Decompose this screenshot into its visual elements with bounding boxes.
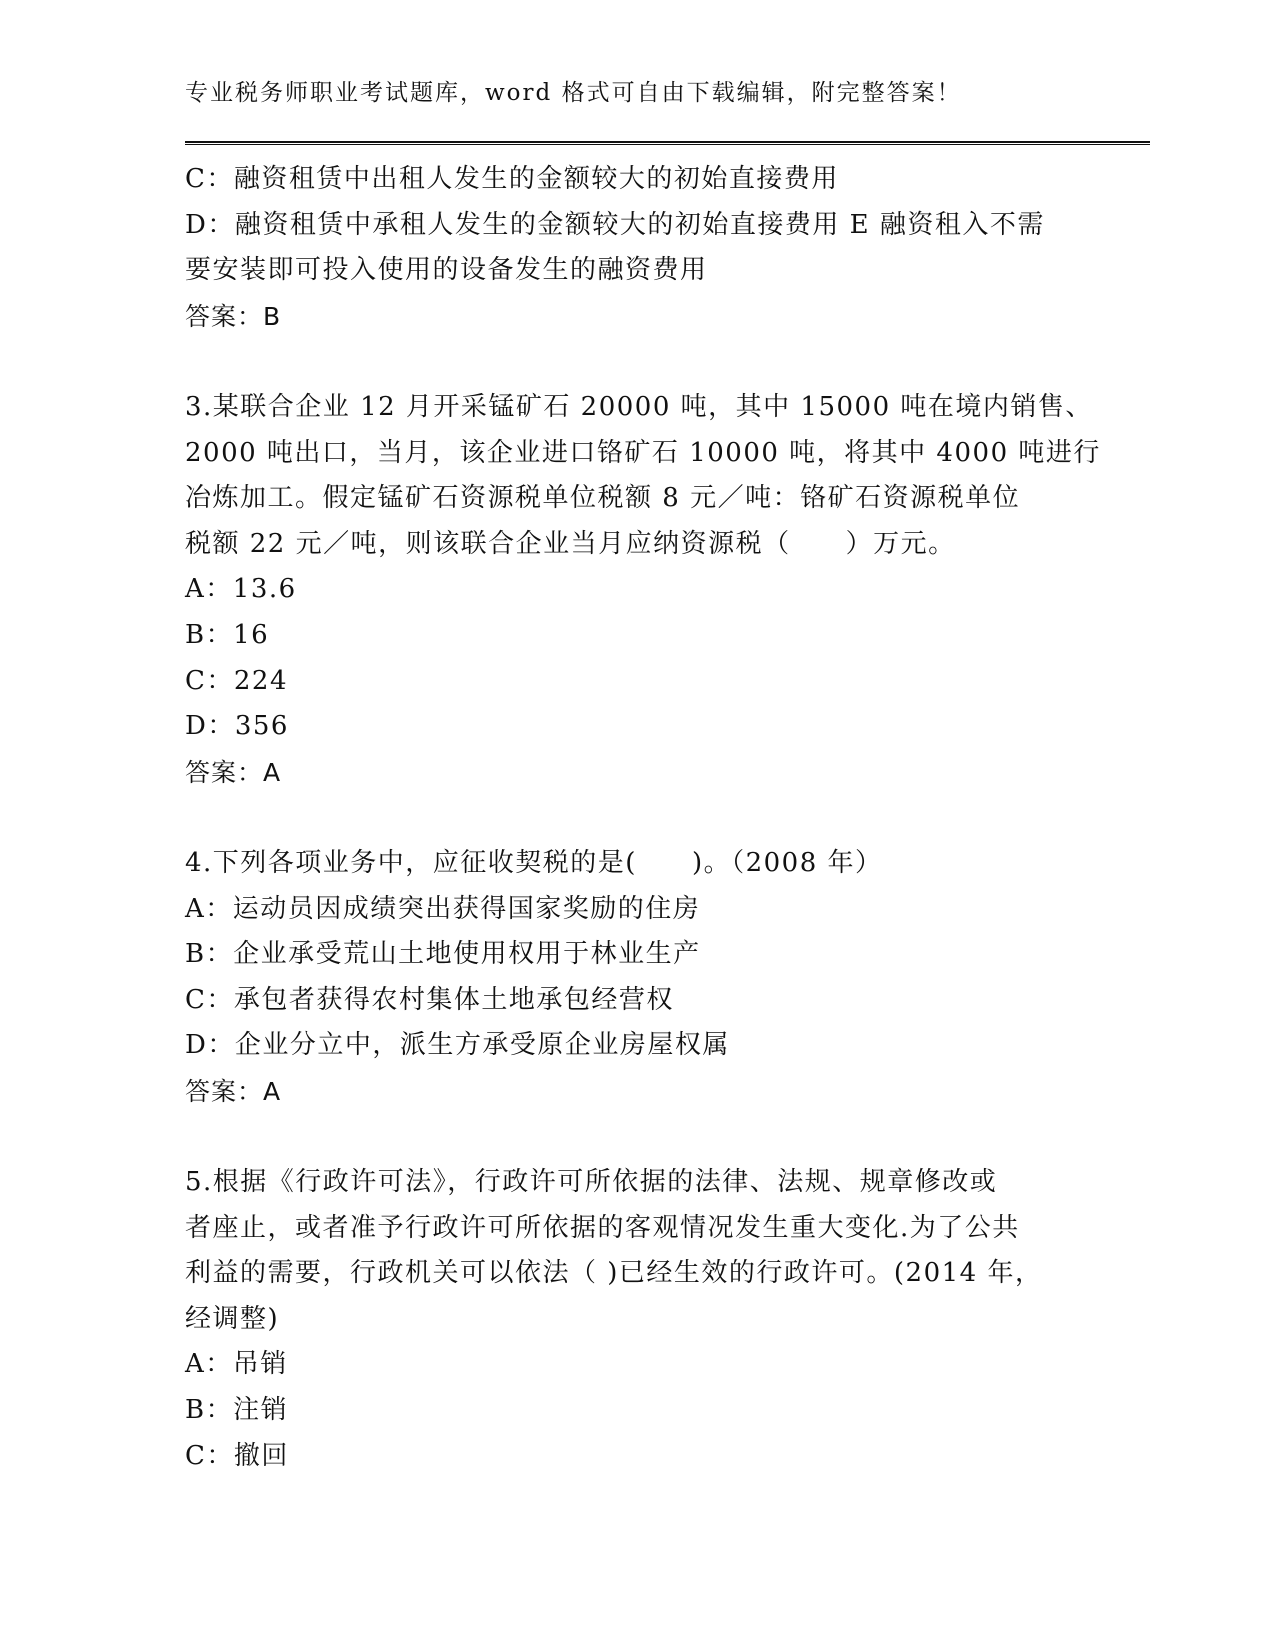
question-3-stem-line: 3.某联合企业 12 月开采锰矿石 20000 吨，其中 15000 吨在境内销售、	[185, 391, 1093, 422]
answer-label: 答案：B	[185, 301, 282, 331]
question-5-stem-line: 利益的需要，行政机关可以依法（ )已经生效的行政许可。(2014 年，	[185, 1258, 1043, 1289]
question-4-option-d: D：企业分立中，派生方承受原企业房屋权属	[185, 1030, 730, 1061]
option-c: C：融资租赁中出租人发生的金额较大的初始直接费用	[185, 164, 839, 194]
option-d: D：融资租赁中承租人发生的金额较大的初始直接费用 E 融资租入不需	[185, 209, 1045, 240]
spacer	[185, 795, 1085, 841]
question-5-option-c: C：撤回	[185, 1440, 289, 1471]
question-5-option-a: A：吊销	[185, 1349, 288, 1380]
question-content	[185, 157, 1101, 1479]
page-header: 专业税务师职业考试题库，word 格式可自由下载编辑，附完整答案！	[185, 80, 962, 106]
question-3-stem-line: 冶炼加工。假定锰矿石资源税单位税额 8 元／吨：铬矿石资源税单位	[185, 483, 1021, 514]
question-3-option-b: B：16	[185, 619, 270, 650]
question-5-stem-line: 者座止，或者准予行政许可所依据的客观情况发生重大变化.为了公共	[185, 1212, 1020, 1243]
question-5-stem-line: 经调整)	[185, 1303, 280, 1334]
spacer	[185, 339, 1085, 385]
option-d-continued: 要安装即可投入使用的设备发生的融资费用	[185, 255, 708, 286]
question-4-stem-line: 4.下列各项业务中，应征收契税的是( )。（2008 年）	[185, 847, 883, 878]
header-divider	[185, 141, 1150, 145]
question-4-option-b: B：企业承受荒山土地使用权用于林业生产	[185, 939, 701, 970]
question-3-option-a: A：13.6	[185, 574, 297, 605]
question-5-option-b: B：注销	[185, 1395, 289, 1426]
question-3-option-c: C：224	[185, 665, 289, 696]
spacer	[185, 1114, 1085, 1160]
question-3-answer: 答案：A	[185, 757, 282, 787]
question-3-stem-line: 税额 22 元／吨，则该联合企业当月应纳资源税（ ）万元。	[185, 528, 956, 559]
question-4-answer: 答案：A	[185, 1076, 282, 1106]
question-4-option-c: C：承包者获得农村集体土地承包经营权	[185, 984, 674, 1015]
question-4-option-a: A：运动员因成绩突出获得国家奖励的住房	[185, 893, 701, 924]
question-5-stem-line: 5.根据《行政许可法》，行政许可所依据的法律、法规、规章修改或	[185, 1167, 998, 1198]
question-3-stem-line: 2000 吨出口，当月，该企业进口铬矿石 10000 吨，将其中 4000 吨进行	[185, 437, 1101, 468]
question-3-option-d: D：356	[185, 711, 289, 742]
